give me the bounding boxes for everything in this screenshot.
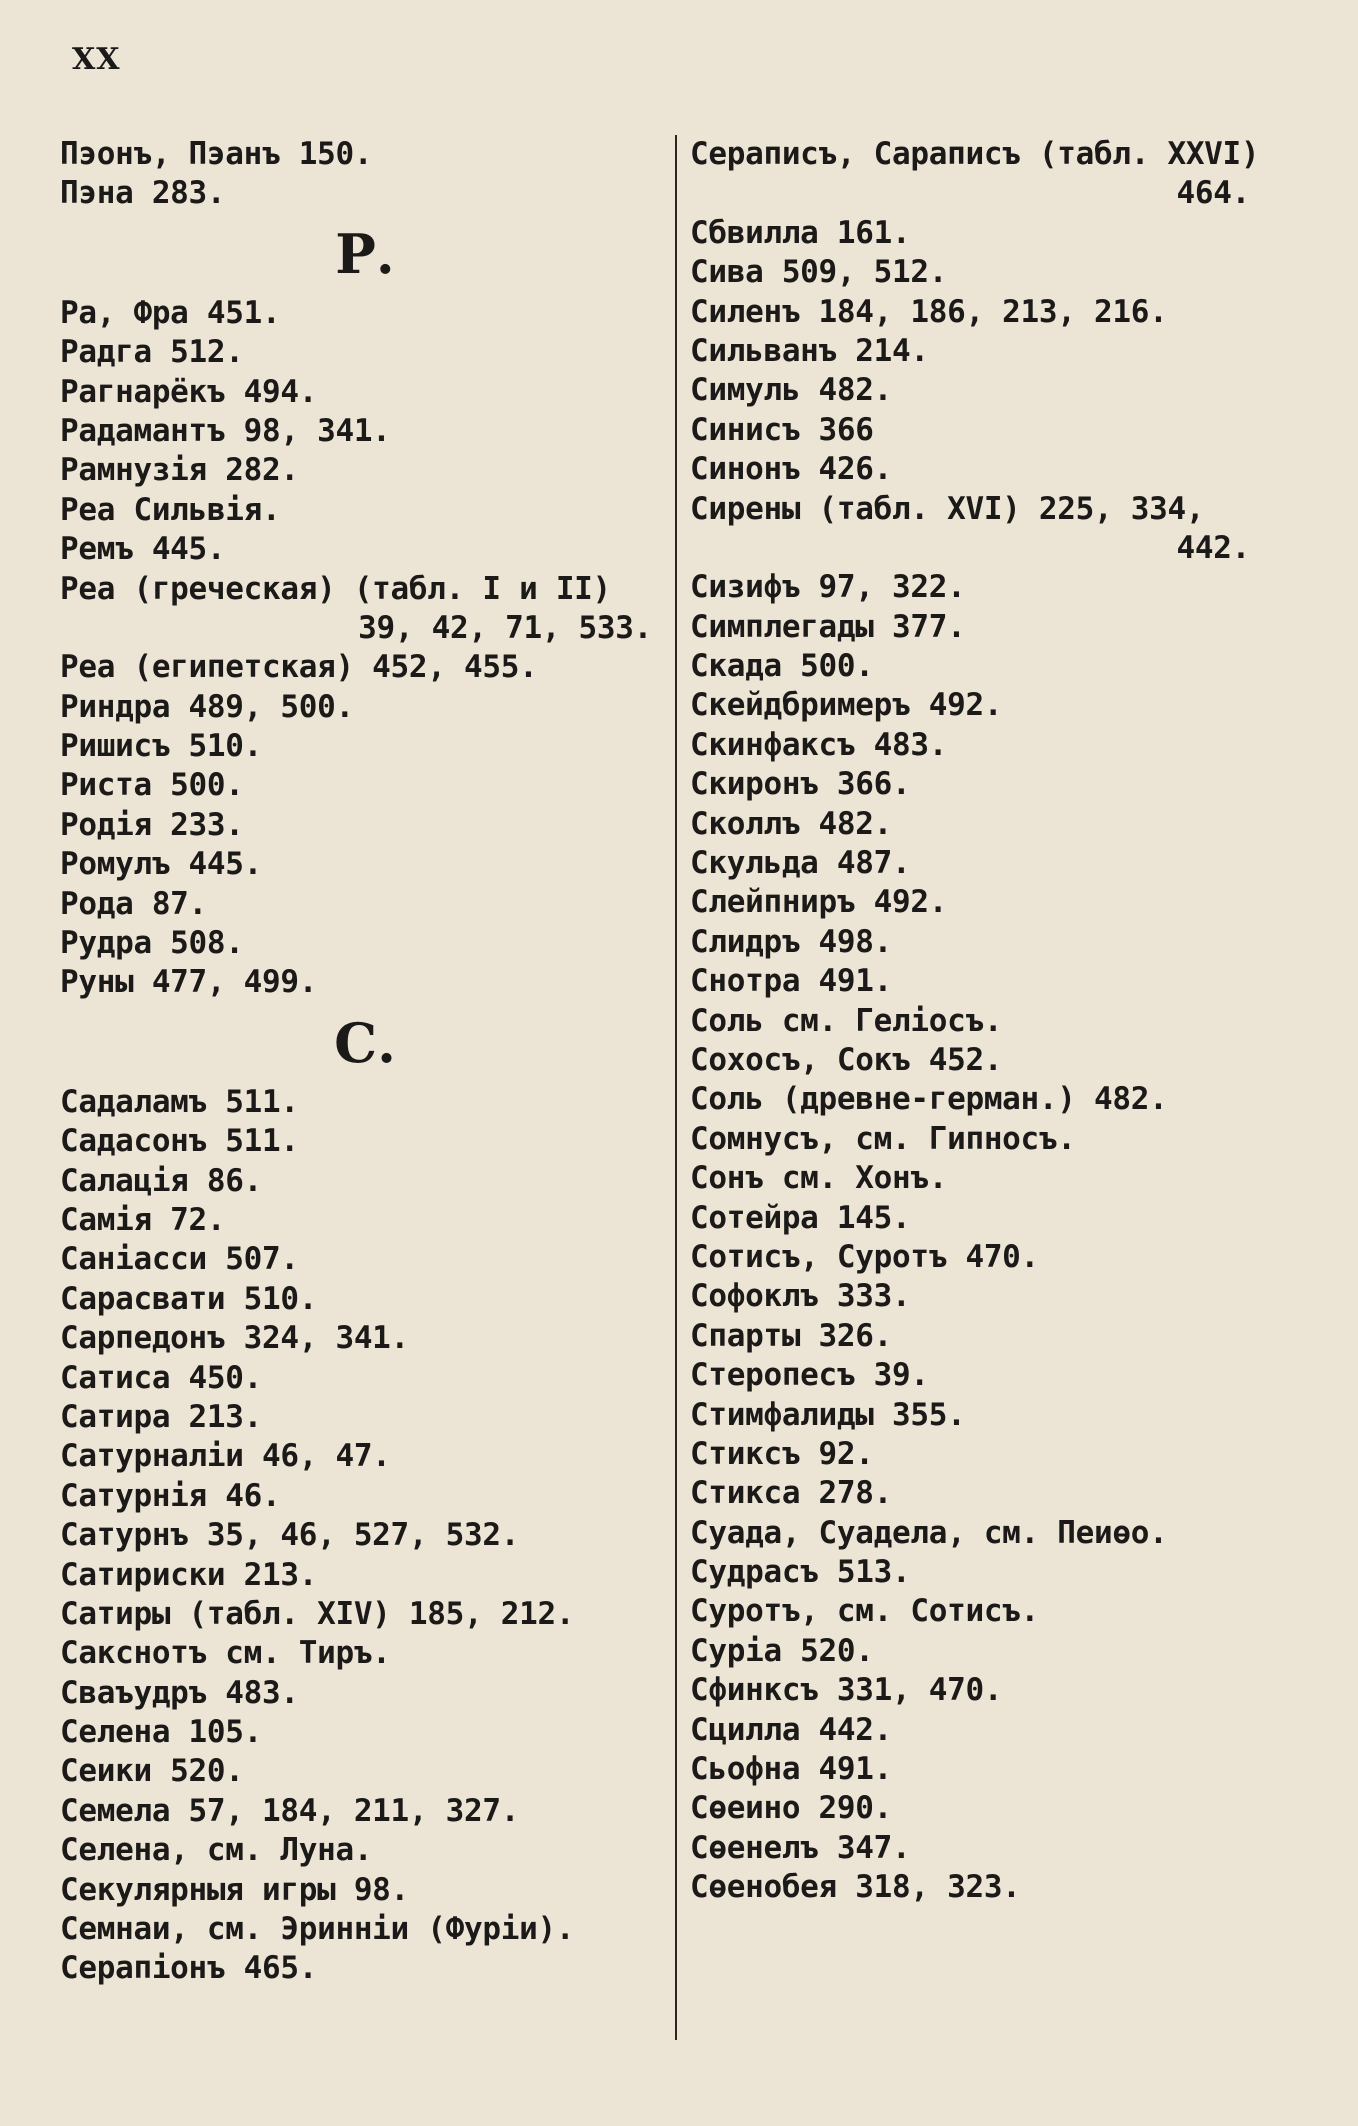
index-entry: Стикса 278. <box>690 1475 892 1512</box>
index-entry: Сирены (табл. XVI) 225, 334, <box>690 490 1205 527</box>
index-entry: Сьофна 491. <box>690 1751 892 1788</box>
index-entry: Силенъ 184, 186, 213, 216. <box>690 293 1168 330</box>
index-entry: Семела 57, 184, 211, 327. <box>60 1792 520 1829</box>
index-entry: Синонъ 426. <box>690 451 892 488</box>
index-entry: Сомнусъ, см. Гипносъ. <box>690 1120 1076 1157</box>
index-entry: Ра, Фра 451. <box>60 294 281 331</box>
index-entry: Суріа 520. <box>690 1632 874 1669</box>
page-number: XX <box>72 42 121 77</box>
index-entry: Сбвилла 161. <box>690 214 911 251</box>
index-entry: Радга 512. <box>60 334 244 371</box>
index-entry: Сотисъ, Суротъ 470. <box>690 1238 1039 1275</box>
index-entry: Секулярныя игры 98. <box>60 1871 409 1908</box>
right-column <box>690 135 1290 1908</box>
index-entry: Сарпедонъ 324, 341. <box>60 1320 409 1357</box>
index-entry: Сатириски 213. <box>60 1556 318 1593</box>
index-entry: Сеики 520. <box>60 1753 244 1790</box>
index-entry: Слидръ 498. <box>690 923 892 960</box>
index-entry: Риста 500. <box>60 767 244 804</box>
index-entry: Рудра 508. <box>60 925 244 962</box>
index-entry: Пэонъ, Пэанъ 150. <box>60 136 373 172</box>
index-entry: Сатурнъ 35, 46, 527, 532. <box>60 1517 520 1554</box>
index-entry: Сфинксъ 331, 470. <box>690 1672 1003 1709</box>
index-entry: Рамнузія 282. <box>60 452 299 489</box>
index-entry: Стимфалиды 355. <box>690 1396 966 1433</box>
left-column <box>60 135 670 1989</box>
index-entry: Стеропесъ 39. <box>690 1357 929 1394</box>
index-entry: Сакснотъ см. Тиръ. <box>60 1635 391 1672</box>
index-entry: Сотейра 145. <box>690 1199 911 1236</box>
index-entry: Сколлъ 482. <box>690 805 892 842</box>
index-entry: Родія 233. <box>60 806 244 843</box>
index-entry: Саніасси 507. <box>60 1241 299 1278</box>
index-entry: Риндра 489, 500. <box>60 688 354 725</box>
index-entry: Судрасъ 513. <box>690 1554 911 1591</box>
index-entry-continuation: 464. <box>1176 175 1250 212</box>
index-entry: Рагнарёкъ 494. <box>60 373 318 410</box>
index-entry: Спарты 326. <box>690 1317 892 1354</box>
index-entry: Сохосъ, Сокъ 452. <box>690 1041 1003 1078</box>
index-entry: Сераписъ, Сараписъ (табл. XXVI) <box>690 136 1260 172</box>
index-entry: Сѳенобея 318, 323. <box>690 1869 1021 1906</box>
index-entry: Серапіонъ 465. <box>60 1950 318 1987</box>
index-entry: Скейдбримеръ 492. <box>690 687 1003 724</box>
index-entry: Сатурналіи 46, 47. <box>60 1438 391 1475</box>
index-entry: Слейпниръ 492. <box>690 884 948 921</box>
index-entry: Радамантъ 98, 341. <box>60 412 391 449</box>
index-entry: Ремъ 445. <box>60 531 226 568</box>
index-entry: Селена 105. <box>60 1714 262 1751</box>
index-entry: Суада, Суадела, см. Пеиѳо. <box>690 1514 1168 1551</box>
index-entry: Суротъ, см. Сотисъ. <box>690 1593 1039 1630</box>
index-entry: Пэна 283. <box>60 175 226 212</box>
index-entry: Сцилла 442. <box>690 1711 892 1748</box>
index-entry: Соль (древне-герман.) 482. <box>690 1081 1168 1118</box>
index-entry: Скинфаксъ 483. <box>690 726 948 763</box>
index-entry: Садаламъ 511. <box>60 1083 299 1120</box>
section-letter: Р. <box>335 221 395 286</box>
index-entry: Рода 87. <box>60 885 207 922</box>
index-entry: Сизифъ 97, 322. <box>690 569 966 606</box>
index-entry: Реа Сильвія. <box>60 491 281 528</box>
index-entry: Синисъ 366 <box>690 411 874 448</box>
index-entry: Сваъудръ 483. <box>60 1674 299 1711</box>
index-entry: Скульда 487. <box>690 845 911 882</box>
section-letter: С. <box>334 1010 396 1075</box>
index-entry: Сива 509, 512. <box>690 254 948 291</box>
index-entry-continuation: 442. <box>1176 529 1250 566</box>
index-entry: Сатурнія 46. <box>60 1477 281 1514</box>
index-entry: Ришисъ 510. <box>60 728 262 765</box>
index-entry: Реа (египетская) 452, 455. <box>60 649 538 686</box>
index-entry: Садасонъ 511. <box>60 1123 299 1160</box>
index-entry: Салація 86. <box>60 1162 262 1199</box>
index-entry: Семнаи, см. Эринніи (Фуріи). <box>60 1911 575 1948</box>
index-entry: Ромулъ 445. <box>60 846 262 883</box>
index-entry: Сѳеино 290. <box>690 1790 892 1827</box>
index-entry: Сильванъ 214. <box>690 332 929 369</box>
index-entry: Симплегады 377. <box>690 608 966 645</box>
index-entry: Сѳенелъ 347. <box>690 1829 911 1866</box>
index-entry: Сатиса 450. <box>60 1359 262 1396</box>
index-entry: Скиронъ 366. <box>690 766 911 803</box>
index-entry: Стиксъ 92. <box>690 1435 874 1472</box>
index-entry: Сарасвати 510. <box>60 1280 318 1317</box>
index-entry: Соль см. Геліосъ. <box>690 1002 1003 1039</box>
index-entry: Сатира 213. <box>60 1398 262 1435</box>
index-entry: Самія 72. <box>60 1201 226 1238</box>
index-entry-continuation: 39, 42, 71, 533. <box>358 609 652 646</box>
index-entry: Симуль 482. <box>690 372 892 409</box>
index-entry: Скада 500. <box>690 648 874 685</box>
column-divider <box>675 135 677 2040</box>
index-entry: Сатиры (табл. XIV) 185, 212. <box>60 1595 575 1632</box>
index-entry: Реа (греческая) (табл. I и II) <box>60 570 611 607</box>
index-entry: Селена, см. Луна. <box>60 1832 373 1869</box>
index-entry: Снотра 491. <box>690 963 892 1000</box>
index-entry: Руны 477, 499. <box>60 964 318 1001</box>
index-entry: Софоклъ 333. <box>690 1278 911 1315</box>
index-entry: Сонъ см. Хонъ. <box>690 1160 948 1197</box>
